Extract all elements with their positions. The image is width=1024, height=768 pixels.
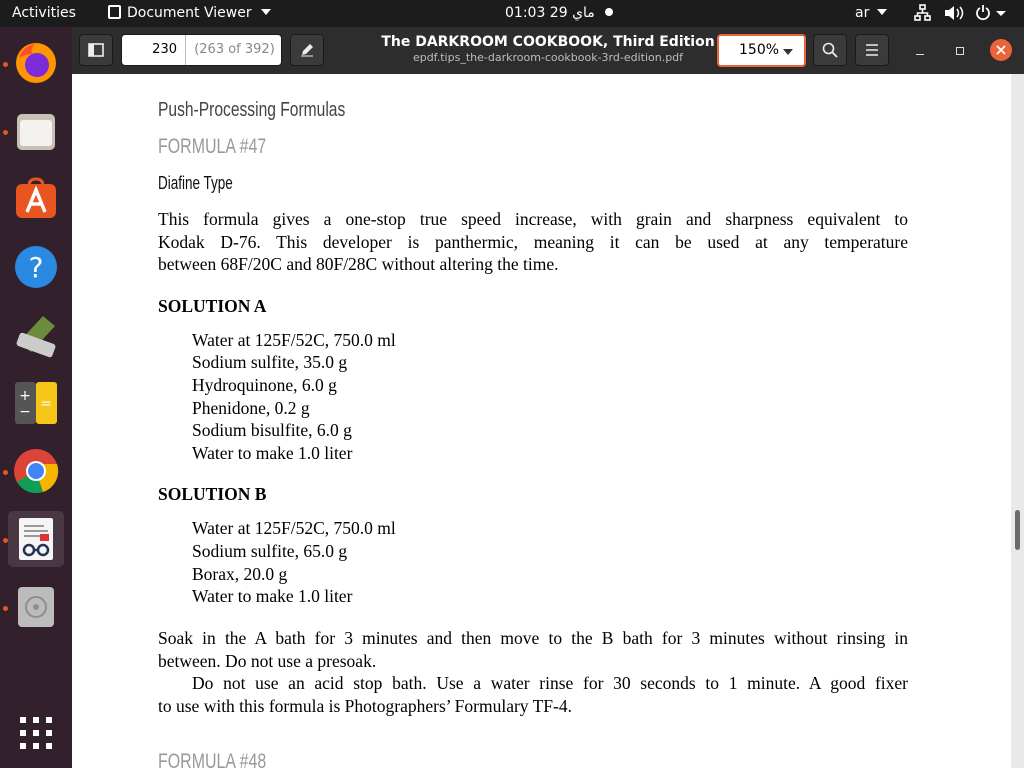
chevron-down-icon [783,49,793,55]
document-viewer-small-icon [108,5,121,19]
svg-text:?: ? [28,251,44,284]
closing-line-1: Soak in the A bath for 3 minutes and then move to the B bath for 3 minutes without rinsing in [158,628,908,648]
app-menu[interactable] [108,5,271,21]
software-icon[interactable] [8,171,64,227]
intro-line-2: Kodak D-76. This developer is panthermic, meaning it can be used at any temperature [158,232,908,252]
zoom-select[interactable] [717,34,806,67]
intro-line-3: between 68F/20C and 80F/28C without altering the time. [158,254,559,274]
window-title [372,34,724,64]
language-label: ar [855,5,870,21]
next-formula-heading: FORMULA #48 [158,750,267,768]
list-item: Sodium bisulfite, 6.0 g [192,420,352,440]
vertical-scrollbar[interactable] [1011,74,1024,768]
list-item: Water at 125F/52C, 750.0 ml [192,518,396,538]
svg-text:+: + [19,388,31,404]
sidebar-toggle-button[interactable] [79,34,113,66]
intro-line-1: This formula gives a one-stop true speed increase, with grain and sharpness equivalent to [158,209,908,229]
clock[interactable] [505,5,613,21]
menu-button[interactable] [855,34,889,66]
formula-name: Diafine Type [158,173,233,193]
list-item: Water to make 1.0 liter [192,443,353,463]
restore-icon [956,47,964,55]
system-menu[interactable] [914,4,1019,26]
firefox-icon[interactable] [8,35,64,91]
closing-line-4: to use with this formula is Photographers’ Formulary TF-4. [158,696,572,716]
pencil-icon [300,43,314,57]
document-viewer-icon[interactable] [8,511,64,567]
document-filename: epdf.tips_the-darkroom-cookbook-3rd-edition.pdf [412,51,684,64]
clock-text: 01:03 29 ماي [505,5,595,21]
chevron-down-icon [261,9,271,15]
disc-icon[interactable] [8,579,64,635]
language-indicator[interactable] [855,5,887,21]
search-icon [822,42,838,58]
minimize-icon [916,54,924,55]
svg-text:−: − [19,404,31,420]
chrome-icon[interactable] [8,443,64,499]
sidebar-icon [88,43,104,57]
system-status-icons [914,4,1019,22]
page-of-label: (263 of 392) [194,42,275,57]
hamburger-icon [865,44,879,56]
maximize-button[interactable] [950,41,970,61]
page-selector [121,34,282,66]
search-button[interactable] [813,34,847,66]
document-title: The DARKROOM COOKBOOK, Third Edition [381,34,715,50]
app-menu-label: Document Viewer [127,5,252,21]
list-item: Water to make 1.0 liter [192,586,353,606]
list-item: Sodium sulfite, 35.0 g [192,352,348,372]
scanner-icon[interactable] [8,307,64,363]
closing-line-3: Do not use an acid stop bath. Use a water rinse for 30 seconds to 1 minute. A good fixer [192,673,908,693]
list-item: Sodium sulfite, 65.0 g [192,541,348,561]
scrollbar-thumb[interactable] [1015,510,1020,550]
chevron-down-icon [877,9,887,15]
zoom-value: 150% [739,42,780,58]
closing-line-2: between. Do not use a presoak. [158,651,377,671]
formula-heading: FORMULA #47 [158,135,267,158]
header-bar [72,27,1024,74]
annotate-button[interactable] [290,34,324,66]
top-bar [0,0,1024,27]
list-item: Water at 125F/52C, 750.0 ml [192,330,396,350]
page-number-input[interactable]: 230 [122,35,186,65]
help-icon[interactable] [8,239,64,295]
activities-button[interactable]: Activities [12,5,76,21]
solution-b-title: SOLUTION B [158,484,267,504]
files-icon[interactable] [8,103,64,159]
apps-grid-icon[interactable] [8,705,64,761]
notification-dot-icon [605,8,613,16]
list-item: Borax, 20.0 g [192,564,288,584]
close-icon [996,45,1006,55]
dock [0,27,72,768]
minimize-button[interactable] [910,41,930,61]
calculator-icon[interactable] [8,375,64,431]
list-item: Hydroquinone, 6.0 g [192,375,337,395]
close-button[interactable] [990,39,1012,61]
svg-text:=: = [40,396,52,412]
section-title: Push-Processing Formulas [158,99,346,121]
solution-a-title: SOLUTION A [158,296,267,316]
document-page [72,74,1011,768]
list-item: Phenidone, 0.2 g [192,398,310,418]
